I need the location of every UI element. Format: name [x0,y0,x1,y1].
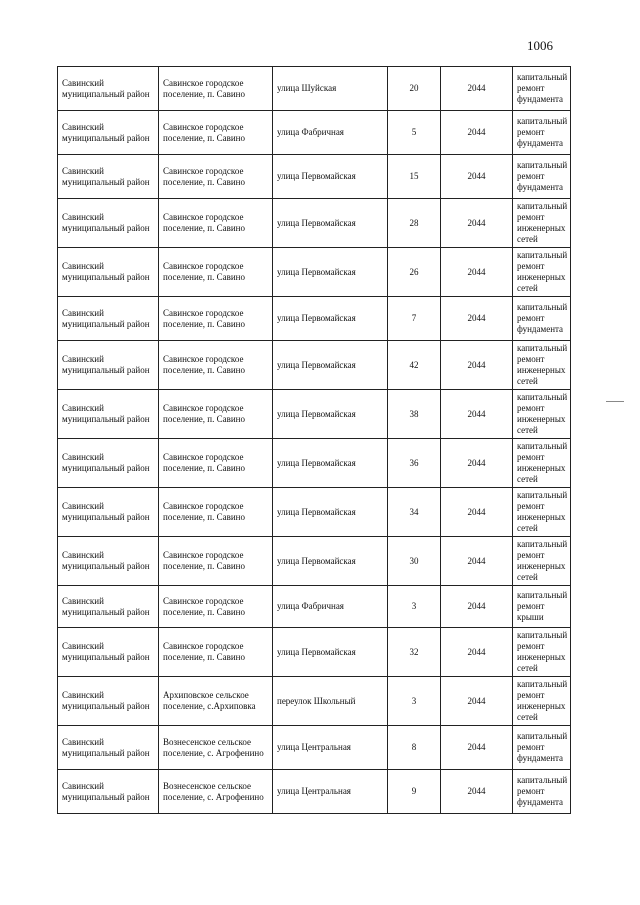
year-cell: 2044 [441,439,513,488]
page-number: 1006 [527,38,553,53]
year-cell: 2044 [441,341,513,390]
year-cell: 2044 [441,726,513,770]
settlement-cell: Савинское городское поселение, п. Савино [159,390,273,439]
table-row [58,726,571,770]
house-number-cell: 3 [388,586,441,628]
year-cell: 2044 [441,111,513,155]
work-type-cell: капитальный ремонт инженерных сетей [513,341,571,390]
settlement-cell: Савинское городское поселение, п. Савино [159,248,273,297]
district-cell: Савинский муниципальный район [58,488,159,537]
work-type-cell: капитальный ремонт крыши [513,586,571,628]
street-cell: улица Первомайская [273,439,388,488]
street-cell: улица Первомайская [273,537,388,586]
street-cell: улица Первомайская [273,628,388,677]
margin-mark [606,401,624,402]
year-cell: 2044 [441,488,513,537]
settlement-cell: Вознесенское сельское поселение, с. Агрофенино [159,726,273,770]
district-cell: Савинский муниципальный район [58,586,159,628]
settlement-cell: Архиповское сельское поселение, с.Архиповка [159,677,273,726]
settlement-cell: Савинское городское поселение, п. Савино [159,439,273,488]
house-number-cell: 5 [388,111,441,155]
work-type-cell: капитальный ремонт фундамента [513,67,571,111]
table-row [58,67,571,111]
street-cell: улица Первомайская [273,488,388,537]
settlement-cell: Савинское городское поселение, п. Савино [159,297,273,341]
work-type-cell: капитальный ремонт фундамента [513,770,571,814]
house-number-cell: 34 [388,488,441,537]
district-cell: Савинский муниципальный район [58,341,159,390]
work-type-cell: капитальный ремонт инженерных сетей [513,248,571,297]
district-cell: Савинский муниципальный район [58,155,159,199]
settlement-cell: Савинское городское поселение, п. Савино [159,586,273,628]
district-cell: Савинский муниципальный район [58,297,159,341]
year-cell: 2044 [441,628,513,677]
district-cell: Савинский муниципальный район [58,770,159,814]
house-number-cell: 20 [388,67,441,111]
district-cell: Савинский муниципальный район [58,390,159,439]
street-cell: улица Первомайская [273,155,388,199]
year-cell: 2044 [441,537,513,586]
house-number-cell: 26 [388,248,441,297]
settlement-cell: Савинское городское поселение, п. Савино [159,155,273,199]
year-cell: 2044 [441,586,513,628]
table-row [58,439,571,488]
year-cell: 2044 [441,199,513,248]
table-row [58,628,571,677]
work-type-cell: капитальный ремонт инженерных сетей [513,390,571,439]
settlement-cell: Савинское городское поселение, п. Савино [159,537,273,586]
district-cell: Савинский муниципальный район [58,726,159,770]
year-cell: 2044 [441,390,513,439]
district-cell: Савинский муниципальный район [58,677,159,726]
house-number-cell: 32 [388,628,441,677]
house-number-cell: 3 [388,677,441,726]
table-row [58,199,571,248]
house-number-cell: 28 [388,199,441,248]
settlement-cell: Савинское городское поселение, п. Савино [159,111,273,155]
house-number-cell: 7 [388,297,441,341]
year-cell: 2044 [441,248,513,297]
table-row [58,248,571,297]
district-cell: Савинский муниципальный район [58,111,159,155]
district-cell: Савинский муниципальный район [58,67,159,111]
street-cell: улица Фабричная [273,111,388,155]
repair-registry-table [57,66,571,814]
house-number-cell: 38 [388,390,441,439]
table-row [58,297,571,341]
work-type-cell: капитальный ремонт инженерных сетей [513,628,571,677]
settlement-cell: Савинское городское поселение, п. Савино [159,199,273,248]
street-cell: улица Первомайская [273,199,388,248]
house-number-cell: 42 [388,341,441,390]
table-row [58,537,571,586]
year-cell: 2044 [441,67,513,111]
district-cell: Савинский муниципальный район [58,537,159,586]
table-row [58,341,571,390]
settlement-cell: Савинское городское поселение, п. Савино [159,628,273,677]
house-number-cell: 36 [388,439,441,488]
street-cell: улица Фабричная [273,586,388,628]
house-number-cell: 8 [388,726,441,770]
table-row [58,111,571,155]
work-type-cell: капитальный ремонт фундамента [513,111,571,155]
street-cell: улица Первомайская [273,248,388,297]
street-cell: улица Шуйская [273,67,388,111]
street-cell: улица Первомайская [273,341,388,390]
table-row [58,586,571,628]
work-type-cell: капитальный ремонт инженерных сетей [513,439,571,488]
table-row [58,770,571,814]
year-cell: 2044 [441,677,513,726]
work-type-cell: капитальный ремонт инженерных сетей [513,488,571,537]
street-cell: переулок Школьный [273,677,388,726]
district-cell: Савинский муниципальный район [58,439,159,488]
work-type-cell: капитальный ремонт фундамента [513,155,571,199]
district-cell: Савинский муниципальный район [58,248,159,297]
street-cell: улица Центральная [273,770,388,814]
settlement-cell: Савинское городское поселение, п. Савино [159,341,273,390]
year-cell: 2044 [441,155,513,199]
table-body [58,67,571,814]
street-cell: улица Первомайская [273,297,388,341]
house-number-cell: 9 [388,770,441,814]
house-number-cell: 30 [388,537,441,586]
settlement-cell: Савинское городское поселение, п. Савино [159,488,273,537]
table-row [58,488,571,537]
settlement-cell: Савинское городское поселение, п. Савино [159,67,273,111]
street-cell: улица Центральная [273,726,388,770]
work-type-cell: капитальный ремонт инженерных сетей [513,199,571,248]
table-row [58,677,571,726]
district-cell: Савинский муниципальный район [58,199,159,248]
street-cell: улица Первомайская [273,390,388,439]
house-number-cell: 15 [388,155,441,199]
table-row [58,390,571,439]
work-type-cell: капитальный ремонт инженерных сетей [513,677,571,726]
work-type-cell: капитальный ремонт фундамента [513,297,571,341]
year-cell: 2044 [441,297,513,341]
district-cell: Савинский муниципальный район [58,628,159,677]
work-type-cell: капитальный ремонт фундамента [513,726,571,770]
work-type-cell: капитальный ремонт инженерных сетей [513,537,571,586]
year-cell: 2044 [441,770,513,814]
settlement-cell: Вознесенское сельское поселение, с. Агрофенино [159,770,273,814]
table-row [58,155,571,199]
